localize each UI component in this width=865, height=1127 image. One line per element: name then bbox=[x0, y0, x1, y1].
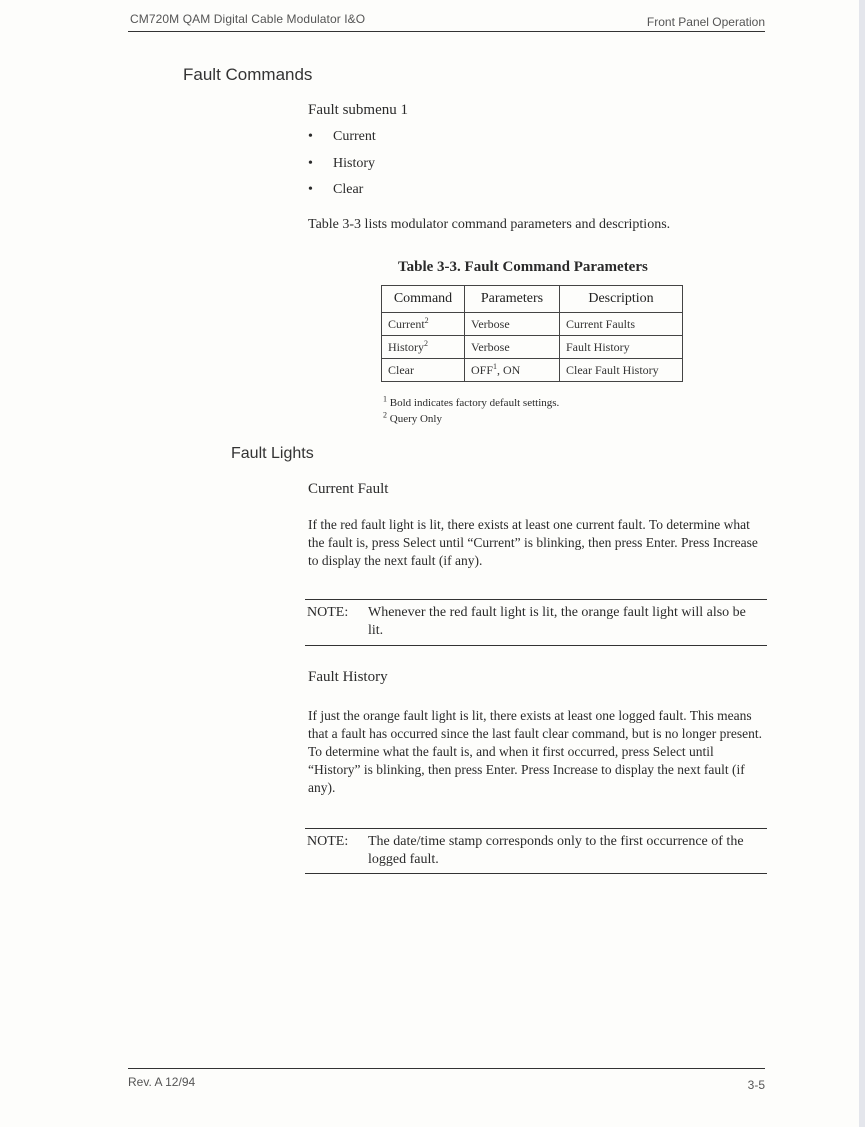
subheading-current-fault: Current Fault bbox=[308, 481, 389, 497]
table-row bbox=[382, 359, 683, 382]
footer-revision: Rev. A 12/94 bbox=[128, 1075, 196, 1089]
table-intro-text: Table 3-3 lists modulator command parameters and descriptions. bbox=[308, 217, 671, 232]
subheading-fault-history: Fault History bbox=[308, 669, 388, 685]
header-rule bbox=[128, 31, 765, 32]
submenu-title: Fault submenu 1 bbox=[308, 102, 408, 118]
cell-description: Current Faults bbox=[560, 313, 683, 336]
cell-parameters: Verbose bbox=[465, 313, 560, 336]
paragraph-current-fault: If the red fault light is lit, there exists at least one current fault. To determine what the fault is, press Select until “Current” is blinking, then press Enter. Press Increase to display the next fault (if any). bbox=[308, 517, 758, 568]
section-heading-fault-commands: Fault Commands bbox=[183, 65, 313, 84]
column-header-description: Description bbox=[560, 286, 683, 313]
table-footnote-2: $^2$ Query Only bbox=[383, 410, 442, 425]
note-label: NOTE: bbox=[307, 605, 349, 620]
note-text: Whenever the red fault light is lit, the orange fault light will also be lit. bbox=[368, 605, 746, 638]
cell-command: Current$^2$ bbox=[382, 313, 465, 336]
cell-command: Clear bbox=[382, 359, 465, 382]
column-header-parameters: Parameters bbox=[465, 286, 560, 313]
note-box-fault-history bbox=[305, 828, 767, 874]
cell-parameters: Verbose bbox=[465, 336, 560, 359]
cell-command: History$^2$ bbox=[382, 336, 465, 359]
note-label: NOTE: bbox=[307, 834, 349, 849]
page-number: 3-5 bbox=[747, 1078, 765, 1092]
cell-description: Clear Fault History bbox=[560, 359, 683, 382]
section-heading-fault-lights: Fault Lights bbox=[231, 445, 314, 462]
cell-parameters: OFF$^1$, ON bbox=[465, 359, 560, 382]
list-item: • Clear bbox=[308, 182, 364, 197]
table-caption: Table 3-3. Fault Command Parameters bbox=[398, 259, 648, 275]
fault-command-table bbox=[381, 285, 683, 382]
note-box-current-fault bbox=[305, 599, 767, 646]
running-header-title: CM720M QAM Digital Cable Modulator I&O bbox=[130, 12, 366, 26]
page-edge-shadow bbox=[859, 0, 865, 1127]
submenu-list bbox=[308, 128, 376, 208]
column-header-command: Command bbox=[382, 286, 465, 313]
running-header-section: Front Panel Operation bbox=[646, 15, 765, 29]
list-item: • History bbox=[308, 155, 375, 171]
note-text: The date/time stamp corresponds only to the first occurrence of the logged fault. bbox=[368, 834, 744, 867]
list-item: • Current bbox=[308, 129, 376, 144]
cell-description: Fault History bbox=[560, 336, 683, 359]
paragraph-fault-history: If just the orange fault light is lit, there exists at least one logged fault. This means that a fault has occurred since the last fault clear command, but is no longer present. To determine what the fault is, and when it first occurred, press Select until “History” is blinking, then press Enter. Press Increase to display the next fault (if any). bbox=[308, 708, 762, 795]
table-row bbox=[382, 336, 683, 359]
table-header-row bbox=[382, 286, 683, 313]
footer-rule bbox=[128, 1068, 765, 1069]
table-row bbox=[382, 313, 683, 336]
table-footnote-1: $^1$ Bold indicates factory default settings. bbox=[383, 394, 560, 409]
